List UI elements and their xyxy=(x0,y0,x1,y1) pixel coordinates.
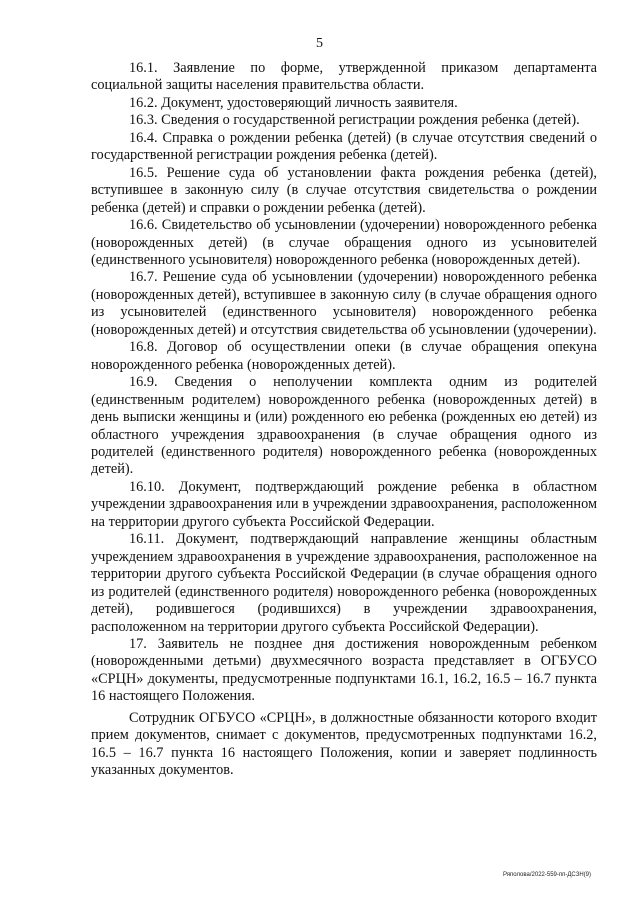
page-number: 5 xyxy=(316,36,323,51)
paragraph-16-1: 16.1. Заявление по форме, утвержденной приказом департамента социальной защиты населения правительства области. xyxy=(91,60,597,94)
paragraph-16-9: 16.9. Сведения о неполучении комплекта одним из родителей (единственным родителем) новорожденного ребенка (новорожденных детей) в день выписки женщины и (или) рожденного ею ребенка (рожденных ею детей) из областного учреждения здравоохранения (в случае обращения одного из родителей (единственного родителя) новорожденного ребенка (новорожденных детей). xyxy=(91,374,597,478)
paragraph-16-8: 16.8. Договор об осуществлении опеки (в случае обращения опекуна новорожденного ребенка (новорожденных детей). xyxy=(91,339,597,373)
paragraph-16-3: 16.3. Сведения о государственной регистрации рождения ребенка (детей). xyxy=(129,112,580,129)
paragraph-16-2: 16.2. Документ, удостоверяющий личность заявителя. xyxy=(129,94,458,111)
paragraph-16-4: 16.4. Справка о рождении ребенка (детей) (в случае отсутствия сведений о государственной регистрации рождения ребенка (детей). xyxy=(91,129,597,164)
paragraph-17: 17. Заявитель не позднее дня достижения новорожденным ребенком (новорожденными детьми) двухмесячного возраста представляет в ОГБУСО «СРЦН» документы, предусмотренные подпунктами 16.1, 16.2, 16.5 – 16.7 пункта 16 настоящего Положения. xyxy=(91,635,597,705)
paragraph-16-10: 16.10. Документ, подтверждающий рождение ребенка в областном учреждении здравоохранения или в учреждении здравоохранения, расположенном на территории другого субъекта Российской Федерации. xyxy=(91,478,597,530)
paragraph-16-7: 16.7. Решение суда об усыновлении (удочерении) новорожденного ребенка (новорожденных детей), вступившее в законную силу (в случае обращения одного из усыновителей (единственного усыновителя) новорожденного ребенка (новорожденных детей) и отсутствия свидетельства об усыновлении (удочерении). xyxy=(91,269,597,338)
document-body xyxy=(91,60,597,780)
document-reference-footer: Ряполова/2022-559-пп-ДСЗН(9) xyxy=(502,872,591,878)
paragraph-16-6: 16.6. Свидетельство об усыновлении (удочерении) новорожденного ребенка (новорожденных детей) (в случае обращения одного из усыновителей (единственного усыновителя) новорожденного ребенка (новорожденных детей). xyxy=(91,217,597,268)
paragraph-16-11: 16.11. Документ, подтверждающий направление женщины областным учреждением здравоохранения в учреждение здравоохранения, расположенное на территории другого субъекта Российской Федерации (в случае обращения одного из родителей (единственного родителя) новорожденного ребенка (новорожденных детей), родившегося (родившихся) в учреждении здравоохранения, расположенном на территории другого субъекта Российской Федерации). xyxy=(91,531,597,635)
paragraph-staff-note: Сотрудник ОГБУСО «СРЦН», в должностные обязанности которого входит прием документов, снимает с документов, предусмотренных подпунктами 16.2, 16.5 – 16.7 пункта 16 настоящего Положения, копии и заверяет подлинность указанных документов. xyxy=(91,709,597,779)
paragraph-16-5: 16.5. Решение суда об установлении факта рождения ребенка (детей), вступившее в законную силу (в случае отсутствия свидетельства о рождении ребенка (детей) и справки о рождении ребенка (детей). xyxy=(91,164,597,216)
